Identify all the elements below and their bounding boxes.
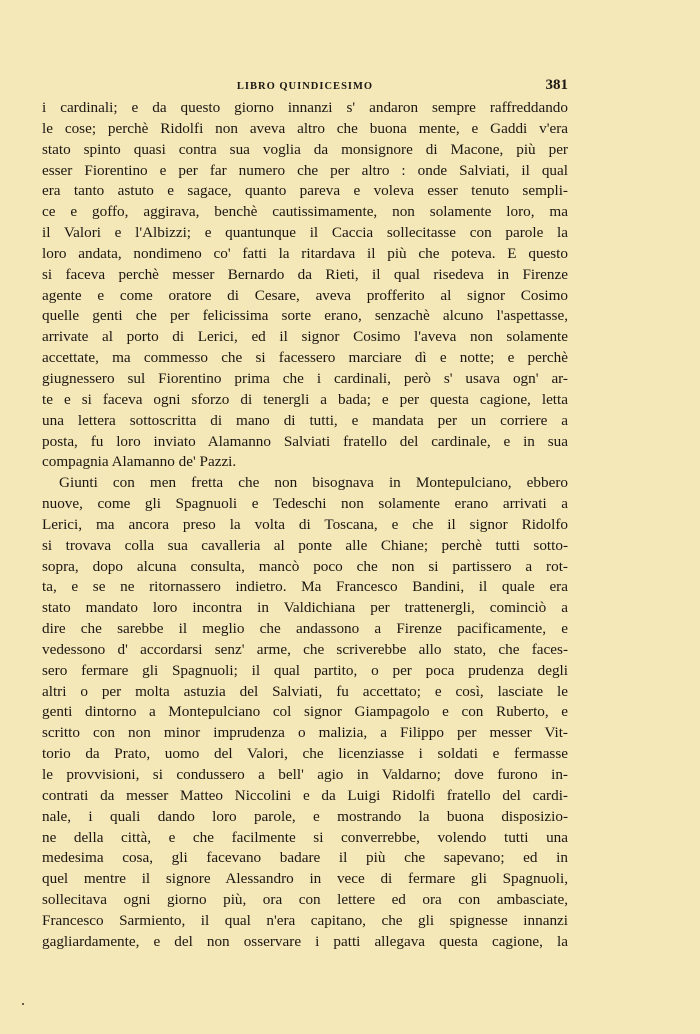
text-line: ne della città, e che facilmente si converrebbe, volendo tutti una [42, 828, 568, 846]
running-title: LIBRO QUINDICESIMO [236, 81, 374, 92]
text-line: contrati da messer Matteo Niccolini e da Luigi Ridolfi fratello del cardi- [42, 786, 568, 804]
body-text [42, 98, 568, 953]
text-line: nuove, come gli Spagnuoli e Tedeschi non solamente erano arrivati a [42, 495, 568, 513]
text-line: torio da Prato, uomo del Valori, che licenziasse i soldati e fermasse [42, 745, 568, 763]
text-line: le cose; perchè Ridolfi non aveva altro che buona mente, e Gaddi v'era [42, 119, 568, 137]
text-line: medesima cosa, gli facevano badare il più che sapevano; ed in [42, 849, 568, 867]
paper-speck [22, 1003, 24, 1005]
text-line: si faceva perchè messer Bernardo da Rieti, il qual risedeva in Firenze [42, 265, 568, 283]
text-line: ta, e se ne ritornassero indietro. Ma Francesco Bandini, il quale era [42, 578, 568, 596]
text-line: si trovava colla sua cavalleria al ponte alle Chiane; perchè tutti sotto- [42, 536, 568, 554]
text-line: i cardinali; e da questo giorno innanzi s' andaron sempre raffreddando [42, 99, 568, 116]
text-line: sopra, dopo alcuna consulta, mancò poco che non si partissero a rot- [42, 557, 568, 575]
page-number: 381 [545, 77, 568, 93]
text-line: posta, fu loro inviato Alamanno Salviati fratello del cardinale, e in sua [42, 432, 568, 450]
text-line: nale, i quali dando loro parole, e mostrando la buona disposizio- [42, 807, 568, 825]
text-line: scritto con non minor imprudenza o malizia, a Filippo per messer Vit- [42, 724, 568, 742]
page-header [42, 77, 568, 97]
text-line: dire che sarebbe il meglio che andassono a Firenze pacificamente, e [42, 620, 568, 638]
text-line: Francesco Sarmiento, il qual n'era capitano, che gli spignesse innanzi [42, 911, 568, 929]
text-line: te e si faceva ogni sforzo di tenergli a bada; e per questa cagione, letta [42, 390, 568, 408]
text-line: ce e goffo, aggirava, benchè cautissimamente, non solamente loro, ma [42, 203, 568, 221]
text-line: agente e come oratore di Cesare, aveva profferito al signor Cosimo [42, 286, 568, 304]
text-line: quelle genti che per felicissima sorte erano, senzachè alcuno l'aspettasse, [42, 307, 568, 325]
text-line: stato spinto quasi contra sua voglia da monsignore di Macone, più per [42, 140, 568, 158]
text-line: vedessono d' accordarsi senz' arme, che scriverebbe allo stato, che faces- [42, 640, 568, 658]
text-line: loro andata, nondimeno co' fatti la ritardava il più che poteva. E questo [42, 244, 568, 262]
text-line: quel mentre il signore Alessandro in vece di fermare gli Spagnuoli, [42, 870, 568, 888]
text-line: genti dintorno a Montepulciano col signor Giampagolo e con Ruberto, e [42, 703, 568, 721]
text-line: sero fermare gli Spagnuoli; il qual partito, o per poca prudenza degli [42, 661, 568, 679]
paragraph-start-line: Giunti con men fretta che non bisognava in Montepulciano, ebbero [59, 474, 568, 492]
text-line: altri o per molta astuzia del Salviati, fu accettato; e così, lasciate le [42, 682, 568, 700]
text-line: gagliardamente, e del non osservare i patti allegava questa cagione, la [42, 932, 568, 950]
text-line: sollecitava ogni giorno più, ora con lettere ed ora con ambasciate, [42, 891, 568, 909]
text-line: le provvisioni, si condussero a bell' agio in Valdarno; dove furono in- [42, 766, 568, 783]
text-line: il Valori e l'Albizzi; e quantunque il Caccia sollecitasse con parole la [42, 224, 568, 242]
text-line: arrivate al porto di Lerici, ed il signor Cosimo l'aveva non solamente [42, 328, 568, 346]
text-line: Lerici, ma ancora preso la volta di Toscana, e che il signor Ridolfo [42, 515, 568, 533]
text-line: una lettera sottoscritta di mano di tutti, e mandata per un corriere a [42, 411, 568, 429]
text-line: esser Fiorentino e per far numero che per altro : onde Salviati, il qual [42, 161, 568, 179]
text-line: giugnessero sul Fiorentino prima che i cardinali, però s' usava ogn' ar- [42, 369, 568, 387]
text-line: accettate, ma commesso che si facessero marciare dì e notte; e perchè [42, 349, 568, 367]
text-line: era tanto astuto e sagace, quanto pareva e voleva esser tenuto sempli- [42, 182, 568, 200]
paragraph-end-line: compagnia Alamanno de' Pazzi. [42, 453, 237, 471]
text-line: stato mandato loro incontra in Valdichiana per trattenergli, cominciò a [42, 599, 568, 617]
